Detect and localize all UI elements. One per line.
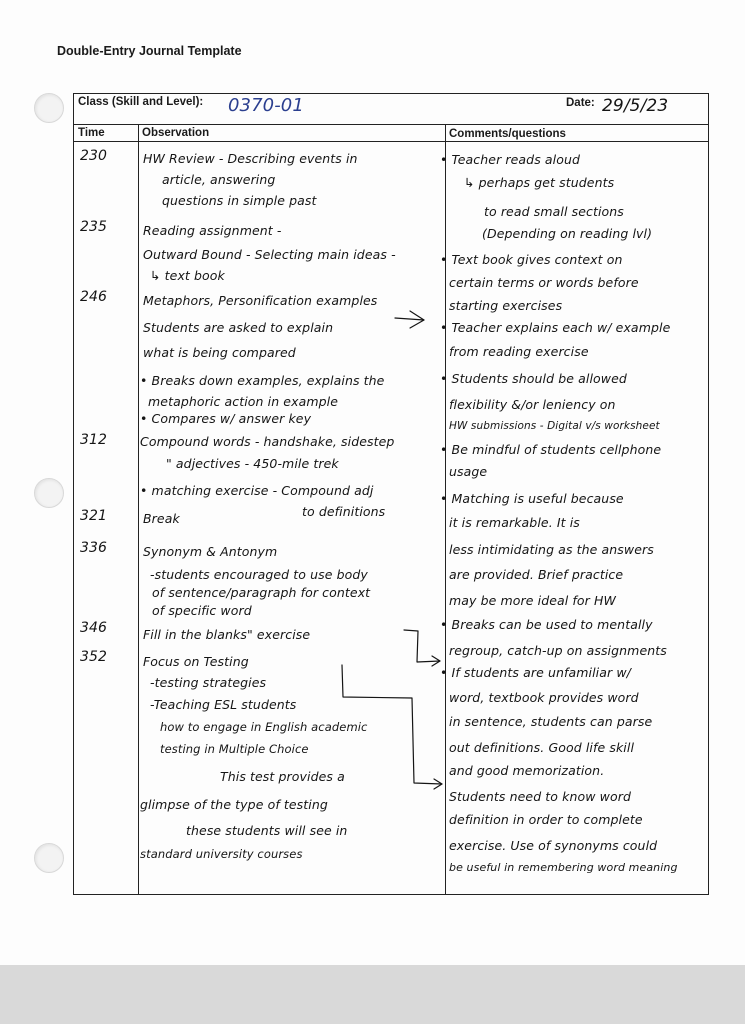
time-entry: 312: [80, 432, 108, 448]
observation-line: Students are asked to explain: [143, 320, 334, 335]
observation-line: metaphoric action in example: [148, 394, 339, 409]
time-entry: 346: [80, 620, 108, 636]
comment-line: to read small sections: [484, 204, 624, 219]
class-value: 0370-01: [228, 95, 304, 116]
observation-line: " adjectives - 450-mile trek: [166, 456, 339, 471]
comment-line: • Teacher explains each w/ example: [440, 320, 671, 335]
comment-line: may be more ideal for HW: [449, 593, 616, 608]
comment-line: • Be mindful of students cellphone: [440, 442, 662, 457]
observation-line: questions in simple past: [162, 193, 317, 208]
comment-line: less intimidating as the answers: [449, 542, 654, 557]
time-entry: 321: [80, 508, 108, 524]
comment-line: it is remarkable. It is: [449, 515, 580, 530]
comment-line: • Teacher reads aloud: [440, 152, 581, 167]
observation-line: Reading assignment -: [143, 223, 282, 238]
comment-line: out definitions. Good life skill: [449, 740, 635, 755]
observation-line: Compound words - handshake, sidestep: [140, 434, 395, 449]
comment-line: certain terms or words before: [449, 275, 639, 290]
comment-line: • Text book gives context on: [440, 252, 623, 267]
comment-line: • Breaks can be used to mentally: [440, 617, 653, 632]
date-value: 29/5/23: [602, 96, 669, 116]
observation-line: testing in Multiple Choice: [160, 742, 309, 756]
observation-line: glimpse of the type of testing: [140, 797, 328, 812]
observation-line: This test provides a: [220, 769, 345, 784]
time-entry: 246: [80, 289, 108, 305]
comment-line: definition in order to complete: [449, 812, 643, 827]
observation-line: article, answering: [162, 172, 276, 187]
comment-line: Students need to know word: [449, 789, 631, 804]
comment-line: word, textbook provides word: [449, 690, 639, 705]
observation-line: of sentence/paragraph for context: [152, 585, 371, 600]
observation-line: Focus on Testing: [143, 654, 249, 669]
observation-line: -students encouraged to use body: [150, 567, 368, 582]
observation-line: Synonym & Antonym: [143, 544, 278, 559]
observation-line: HW Review - Describing events in: [143, 151, 358, 166]
observation-line: ↳ text book: [150, 268, 225, 283]
observation-line: what is being compared: [143, 345, 296, 360]
observation-line: -testing strategies: [150, 675, 267, 690]
comment-line: and good memorization.: [449, 763, 605, 778]
document-title: Double-Entry Journal Template: [57, 44, 242, 58]
observation-line: these students will see in: [186, 823, 348, 838]
comment-line: HW submissions - Digital v/s worksheet: [449, 420, 660, 432]
time-entry: 230: [80, 148, 108, 164]
observation-line: to definitions: [302, 504, 386, 519]
comment-line: ↳ perhaps get students: [464, 175, 615, 190]
comments-column-header: Comments/questions: [449, 128, 566, 140]
observation-line: Fill in the blanks" exercise: [143, 627, 311, 642]
comment-line: • If students are unfamiliar w/: [440, 665, 631, 680]
connector-arrow-focus-testing: [342, 665, 442, 784]
comment-line: • Matching is useful because: [440, 491, 624, 506]
comment-line: be useful in remembering word meaning: [449, 861, 678, 874]
comment-line: regroup, catch-up on assignments: [449, 643, 667, 658]
comment-line: • Students should be allowed: [440, 371, 627, 386]
observation-line: Outward Bound - Selecting main ideas -: [143, 247, 396, 262]
date-label: Date:: [566, 97, 595, 109]
continuation-arrow-comment: [395, 318, 424, 320]
observation-line: Metaphors, Personification examples: [143, 293, 378, 308]
class-label: Class (Skill and Level):: [78, 96, 204, 108]
time-entry: 352: [80, 649, 108, 665]
comment-line: exercise. Use of synonyms could: [449, 838, 658, 853]
observation-line: Break: [143, 511, 180, 526]
observation-line: how to engage in English academic: [160, 720, 368, 734]
time-entry: 235: [80, 219, 108, 235]
observation-column-header: Observation: [142, 127, 210, 139]
observation-line: standard university courses: [140, 847, 303, 861]
comment-line: (Depending on reading lvl): [482, 226, 653, 241]
observation-line: • Breaks down examples, explains the: [140, 373, 385, 388]
comment-line: are provided. Brief practice: [449, 567, 624, 582]
comment-line: usage: [449, 464, 488, 479]
comment-line: flexibility &/or leniency on: [449, 397, 616, 412]
observation-line: • matching exercise - Compound adj: [140, 483, 374, 498]
observation-line: • Compares w/ answer key: [140, 411, 312, 426]
observation-line: of specific word: [152, 603, 252, 618]
time-column-header: Time: [78, 127, 105, 139]
comment-line: from reading exercise: [449, 344, 589, 359]
observation-line: -Teaching ESL students: [150, 697, 297, 712]
time-entry: 336: [80, 540, 108, 556]
comment-line: starting exercises: [449, 298, 563, 313]
comment-line: in sentence, students can parse: [449, 714, 653, 729]
